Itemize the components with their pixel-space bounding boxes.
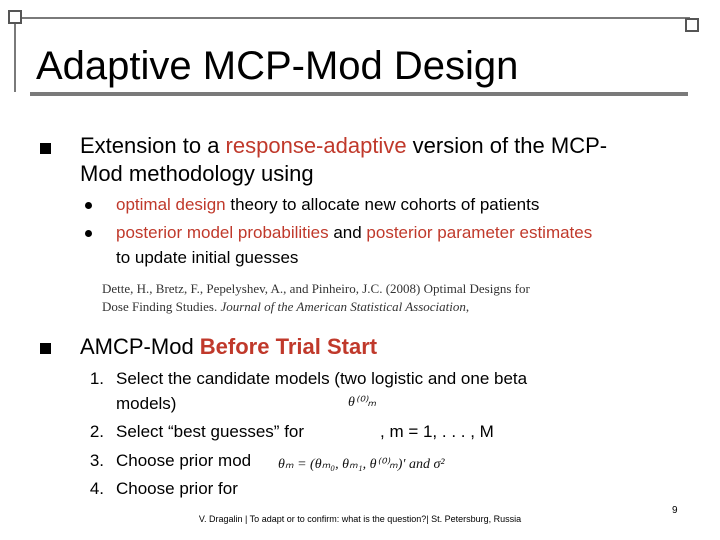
step-number: 4. [89,479,104,498]
step-1-text: Select the candidate models (two logistic and one beta [116,369,528,388]
bullet-square [40,143,51,154]
corner-square-top-left [8,10,22,24]
reference-line-1: Dette, H., Bretz, F., Pepelyshev, A., and Pinheiro, J.C. (2008) Optimal Designs for [102,281,530,296]
sub-bullet-dot [85,230,92,237]
footer-text: V. Dragalin | To adapt or to confirm: what is the question?| St. Petersburg, Russia [198,514,522,524]
bullet-2 [80,333,377,361]
bullet-1-text: Extension to a [80,133,226,158]
sub-bullet-1 [116,194,539,216]
bullet-1-line-1 [80,132,607,160]
reference-authors: Dose Finding Studies. [102,299,221,314]
theta-m0-formula: θ⁽⁰⁾ₘ [348,395,377,410]
sub-bullet-1-text: theory to allocate new cohorts of patients [225,195,540,214]
sub-bullet-2-line-2: to update initial guesses [116,248,299,267]
reference-line-2 [102,298,622,316]
sub-bullet-dot [85,202,92,209]
title-frame-left [14,17,16,92]
theta-expression-formula: θₘ = (θₘ₀, θₘ₁, θ⁽⁰⁾ₘ)′ and σ² [278,457,445,472]
sub-bullet-2-text: and [328,223,367,242]
reference-citation [102,280,622,316]
reference-journal: Journal of the American Statistical Association [220,299,466,314]
sub-bullet-2-highlight-1: posterior model probabilities [116,223,329,242]
slide-title: Adaptive MCP-Mod Design [36,44,519,88]
step-1-line-2: models) [116,394,177,413]
title-frame-top [14,17,690,19]
bullet-square [40,343,51,354]
title-underline [30,92,688,96]
bullet-1-text-end: version of the MCP- [406,133,608,158]
reference-end: , [465,299,470,314]
step-number: 2. [89,422,104,441]
bullet-2-text: AMCP-Mod [80,334,200,359]
bullet-1-highlight: response-adaptive [225,133,407,158]
bullet-2-highlight: Before Trial Start [199,334,378,359]
sub-bullet-1-highlight: optimal design [116,195,226,214]
step-3-text: Choose prior mod [116,451,252,470]
step-2-text: Select “best guesses” for [116,422,305,441]
sub-bullet-2-highlight-2: posterior parameter estimates [366,223,593,242]
step-2-range: , m = 1, . . . , M [380,422,494,441]
step-4-text: Choose prior for [116,479,238,498]
step-number: 1. [89,369,104,388]
corner-square-top-right [685,18,699,32]
step-number: 3. [89,451,104,470]
sub-bullet-2 [116,222,592,244]
page-number: 9 [672,505,678,516]
bullet-1-line-2: Mod methodology using [80,161,314,186]
